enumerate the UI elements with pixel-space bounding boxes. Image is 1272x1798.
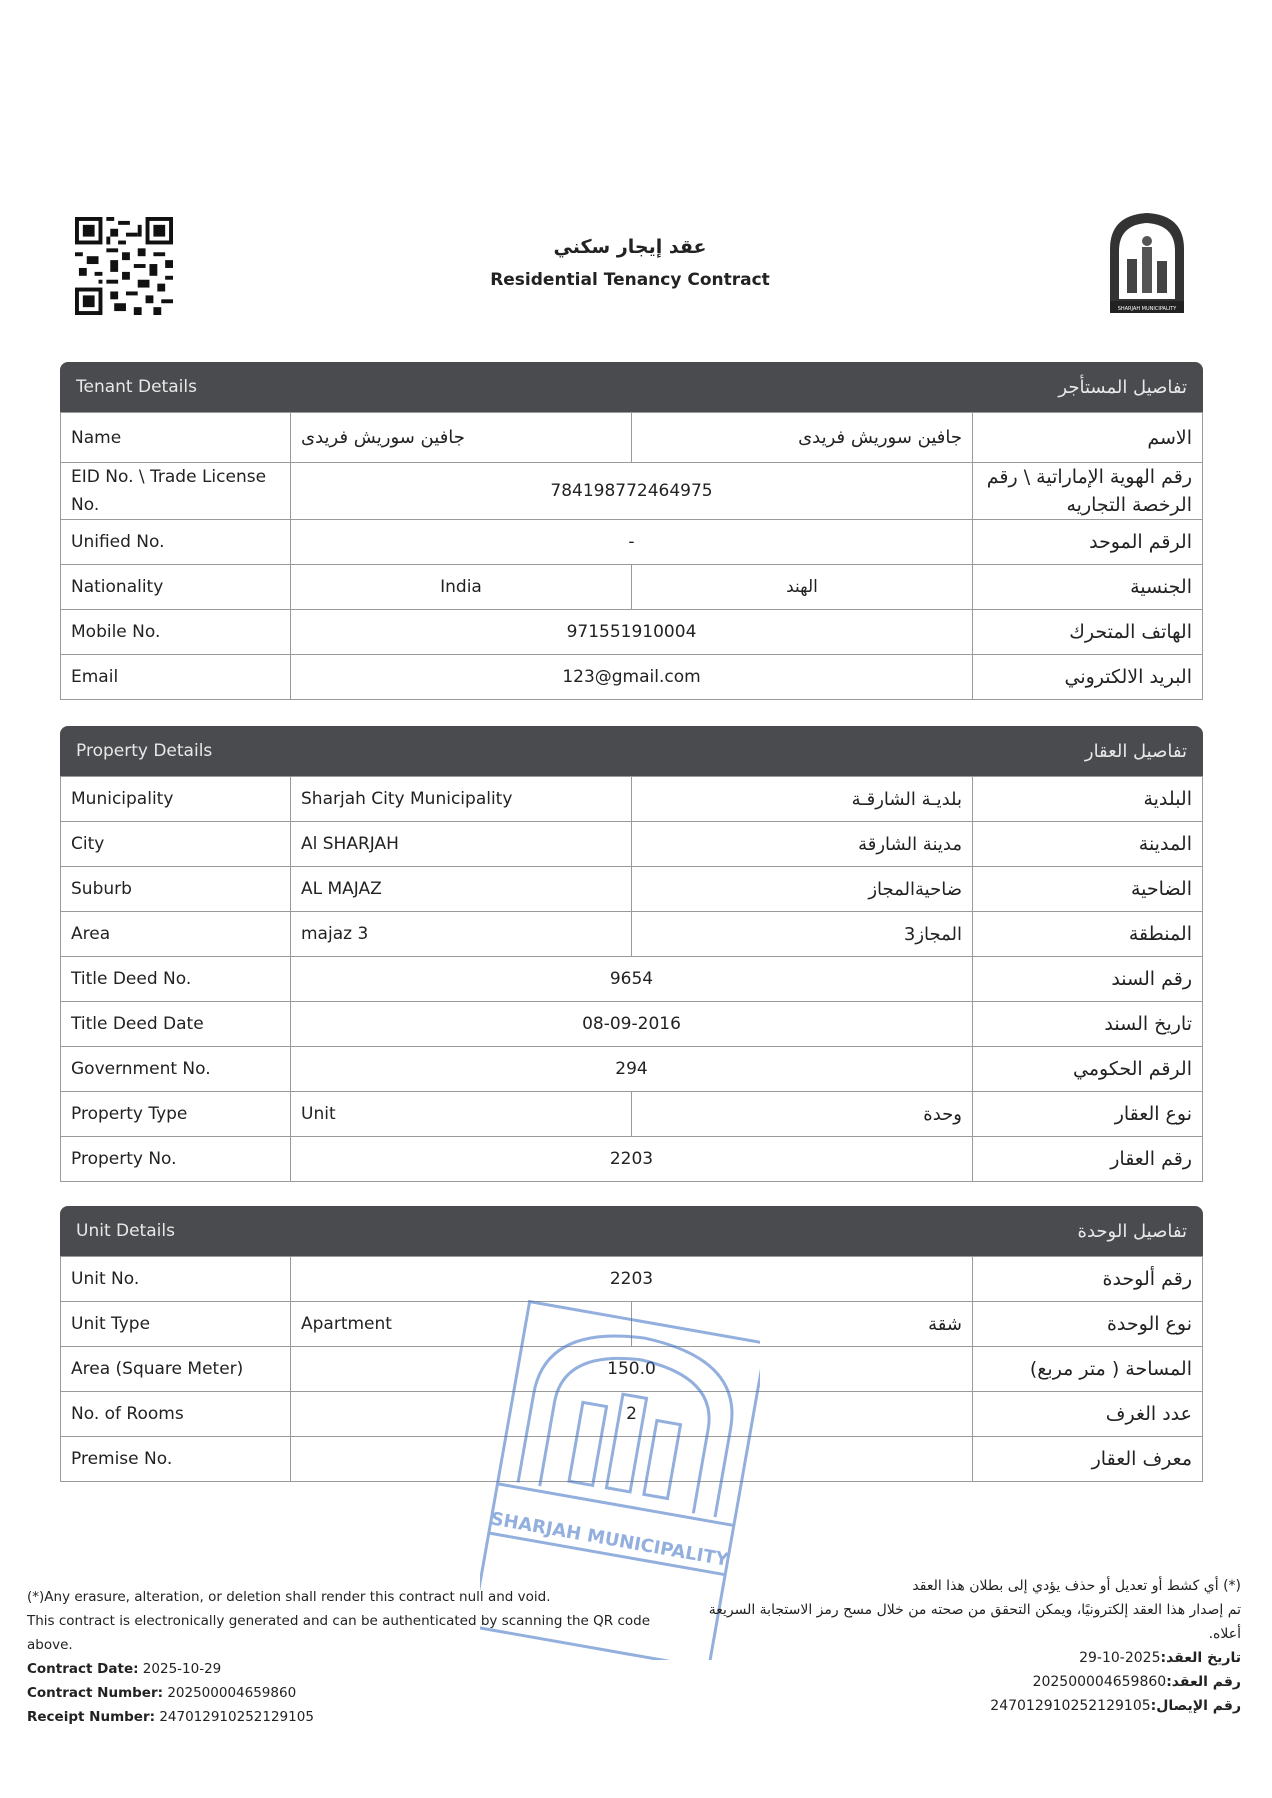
contract-number-label: Contract Number:	[27, 1685, 164, 1701]
property-head-ar: تفاصيل العقار	[1084, 740, 1187, 762]
label-en: No. of Rooms	[61, 1392, 291, 1437]
footer-english	[27, 1585, 687, 1729]
tenant-details-section	[60, 362, 1203, 700]
table-row	[61, 463, 1203, 520]
svg-text:SHARJAH MUNICIPALITY: SHARJAH MUNICIPALITY	[1117, 306, 1177, 312]
label-en: Title Deed Date	[61, 1002, 291, 1047]
label-en: EID No. \ Trade License No.	[61, 463, 291, 520]
label-ar: رقم الهوية الإماراتية \ رقم الرخصة التجاريه	[973, 463, 1203, 520]
footer-auth-note-ar: تم إصدار هذا العقد إلكترونيًا، ويمكن التحقق من صحته من خلال مسح رمز الاستجابة السريعة أعلاه.	[708, 1602, 1241, 1642]
nationality-value-en: India	[291, 565, 632, 610]
unit-head-ar: تفاصيل الوحدة	[1077, 1220, 1187, 1242]
area-sqm-value: 150.0	[291, 1347, 973, 1392]
unit-no-value: 2203	[291, 1257, 973, 1302]
label-en: Property No.	[61, 1137, 291, 1182]
suburb-value-en: AL MAJAZ	[291, 867, 632, 912]
contract-number	[27, 1681, 687, 1705]
label-ar: الرقم الموحد	[973, 520, 1203, 565]
qr-code	[75, 217, 173, 315]
label-ar: رقم السند	[973, 957, 1203, 1002]
tenant-name-value: جافين سوريش فريدى	[291, 413, 632, 463]
footer-note-ar: (*) أي كشط أو تعديل أو حذف يؤدي إلى بطلان هذا العقد	[912, 1578, 1241, 1594]
contract-date-value: 2025-10-29	[142, 1661, 222, 1677]
property-no-value: 2203	[291, 1137, 973, 1182]
contract-date-ar	[681, 1646, 1241, 1670]
area-value-ar: المجاز3	[632, 912, 973, 957]
label-en: Suburb	[61, 867, 291, 912]
label-ar: البلدية	[973, 777, 1203, 822]
label-ar: رقم العقار	[973, 1137, 1203, 1182]
receipt-number-label: Receipt Number:	[27, 1709, 156, 1725]
label-ar: البريد الالكتروني	[973, 655, 1203, 700]
unit-head-en: Unit Details	[76, 1221, 175, 1241]
label-en: Email	[61, 655, 291, 700]
table-row	[61, 1002, 1203, 1047]
label-ar: الضاحية	[973, 867, 1203, 912]
label-en: Premise No.	[61, 1437, 291, 1482]
contract-number-value-ar: 202500004659860	[1032, 1674, 1167, 1690]
label-ar: الجنسية	[973, 565, 1203, 610]
tenant-head-en: Tenant Details	[76, 377, 197, 397]
nationality-value-ar: الهند	[632, 565, 973, 610]
label-en: Mobile No.	[61, 610, 291, 655]
label-ar: المساحة ( متر مربع)	[973, 1347, 1203, 1392]
title-english: Residential Tenancy Contract	[490, 270, 770, 290]
property-details-section	[60, 726, 1203, 1182]
svg-text:SHARJAH MUNICIPALITY: SHARJAH MUNICIPALITY	[489, 1508, 730, 1571]
title-arabic: عقد إيجار سكني	[553, 236, 707, 258]
property-type-value-en: Unit	[291, 1092, 632, 1137]
contract-number-ar	[681, 1670, 1241, 1694]
contract-number-value: 202500004659860	[167, 1685, 297, 1701]
table-row	[61, 413, 1203, 463]
contract-date	[27, 1657, 687, 1681]
footer-note: (*)Any erasure, alteration, or deletion shall render this contract null and void.	[27, 1589, 551, 1605]
eid-value: 784198772464975	[291, 463, 973, 520]
title-deed-no-value: 9654	[291, 957, 973, 1002]
label-en: Name	[61, 413, 291, 463]
label-ar: رقم ألوحدة	[973, 1257, 1203, 1302]
label-en: Area	[61, 912, 291, 957]
label-en: Unit No.	[61, 1257, 291, 1302]
footer-auth-note: This contract is electronically generated and can be authenticated by scanning the QR code above.	[27, 1613, 651, 1653]
label-ar: عدد الغرف	[973, 1392, 1203, 1437]
tenant-details-header	[60, 362, 1203, 412]
table-row	[61, 1137, 1203, 1182]
table-row	[61, 565, 1203, 610]
label-en: Nationality	[61, 565, 291, 610]
label-en: Unified No.	[61, 520, 291, 565]
contract-date-label: Contract Date:	[27, 1661, 139, 1677]
city-value-ar: مدينة الشارقة	[632, 822, 973, 867]
table-row	[61, 777, 1203, 822]
label-en: Unit Type	[61, 1302, 291, 1347]
tenant-head-ar: تفاصيل المستأجر	[1058, 376, 1187, 398]
contract-date-label-ar: تاريخ العقد:	[1160, 1650, 1241, 1666]
municipality-value-en: Sharjah City Municipality	[291, 777, 632, 822]
label-ar: المنطقة	[973, 912, 1203, 957]
tenant-name-value-ar: جافين سوريش فريدى	[632, 413, 973, 463]
table-row	[61, 822, 1203, 867]
table-row	[61, 610, 1203, 655]
label-ar: نوع العقار	[973, 1092, 1203, 1137]
table-row	[61, 1047, 1203, 1092]
suburb-value-ar: ضاحيةالمجاز	[632, 867, 973, 912]
label-ar: معرف العقار	[973, 1437, 1203, 1482]
title-deed-date-value: 08-09-2016	[291, 1002, 973, 1047]
label-en: City	[61, 822, 291, 867]
label-en: Title Deed No.	[61, 957, 291, 1002]
unit-details-header	[60, 1206, 1203, 1256]
area-value-en: majaz 3	[291, 912, 632, 957]
receipt-number-value-ar: 247012910252129105	[990, 1698, 1151, 1714]
contract-number-label-ar: رقم العقد:	[1166, 1674, 1241, 1690]
table-row	[61, 1092, 1203, 1137]
property-details-header	[60, 726, 1203, 776]
unified-value: -	[291, 520, 973, 565]
table-row	[61, 655, 1203, 700]
city-value-en: Al SHARJAH	[291, 822, 632, 867]
unit-type-value-en: Apartment	[291, 1302, 632, 1347]
receipt-number-ar	[681, 1694, 1241, 1718]
label-en: Area (Square Meter)	[61, 1347, 291, 1392]
table-row	[61, 912, 1203, 957]
label-ar: المدينة	[973, 822, 1203, 867]
label-ar: الاسم	[973, 413, 1203, 463]
receipt-number-value: 247012910252129105	[159, 1709, 314, 1725]
footer-arabic	[681, 1574, 1241, 1718]
property-type-value-ar: وحدة	[632, 1092, 973, 1137]
table-row	[61, 957, 1203, 1002]
label-en: Property Type	[61, 1092, 291, 1137]
label-en: Government No.	[61, 1047, 291, 1092]
sharjah-municipality-logo	[1106, 209, 1188, 313]
label-ar: الهاتف المتحرك	[973, 610, 1203, 655]
contract-date-value-ar: 2025-10-29	[1079, 1650, 1161, 1666]
receipt-number-label-ar: رقم الإيصال:	[1150, 1698, 1241, 1714]
municipality-value-ar: بلديـة الشارقـة	[632, 777, 973, 822]
tenant-table	[60, 412, 1203, 700]
property-head-en: Property Details	[76, 741, 213, 761]
table-row	[61, 1257, 1203, 1302]
government-no-value: 294	[291, 1047, 973, 1092]
rooms-value: 2	[291, 1392, 973, 1437]
label-en: Municipality	[61, 777, 291, 822]
receipt-number	[27, 1705, 687, 1729]
email-value: 123@gmail.com	[291, 655, 973, 700]
mobile-value: 971551910004	[291, 610, 973, 655]
label-ar: الرقم الحكومي	[973, 1047, 1203, 1092]
label-ar: نوع الوحدة	[973, 1302, 1203, 1347]
label-ar: تاريخ السند	[973, 1002, 1203, 1047]
table-row	[61, 867, 1203, 912]
property-table	[60, 776, 1203, 1182]
unit-type-value-ar: شقة	[632, 1302, 973, 1347]
table-row	[61, 520, 1203, 565]
